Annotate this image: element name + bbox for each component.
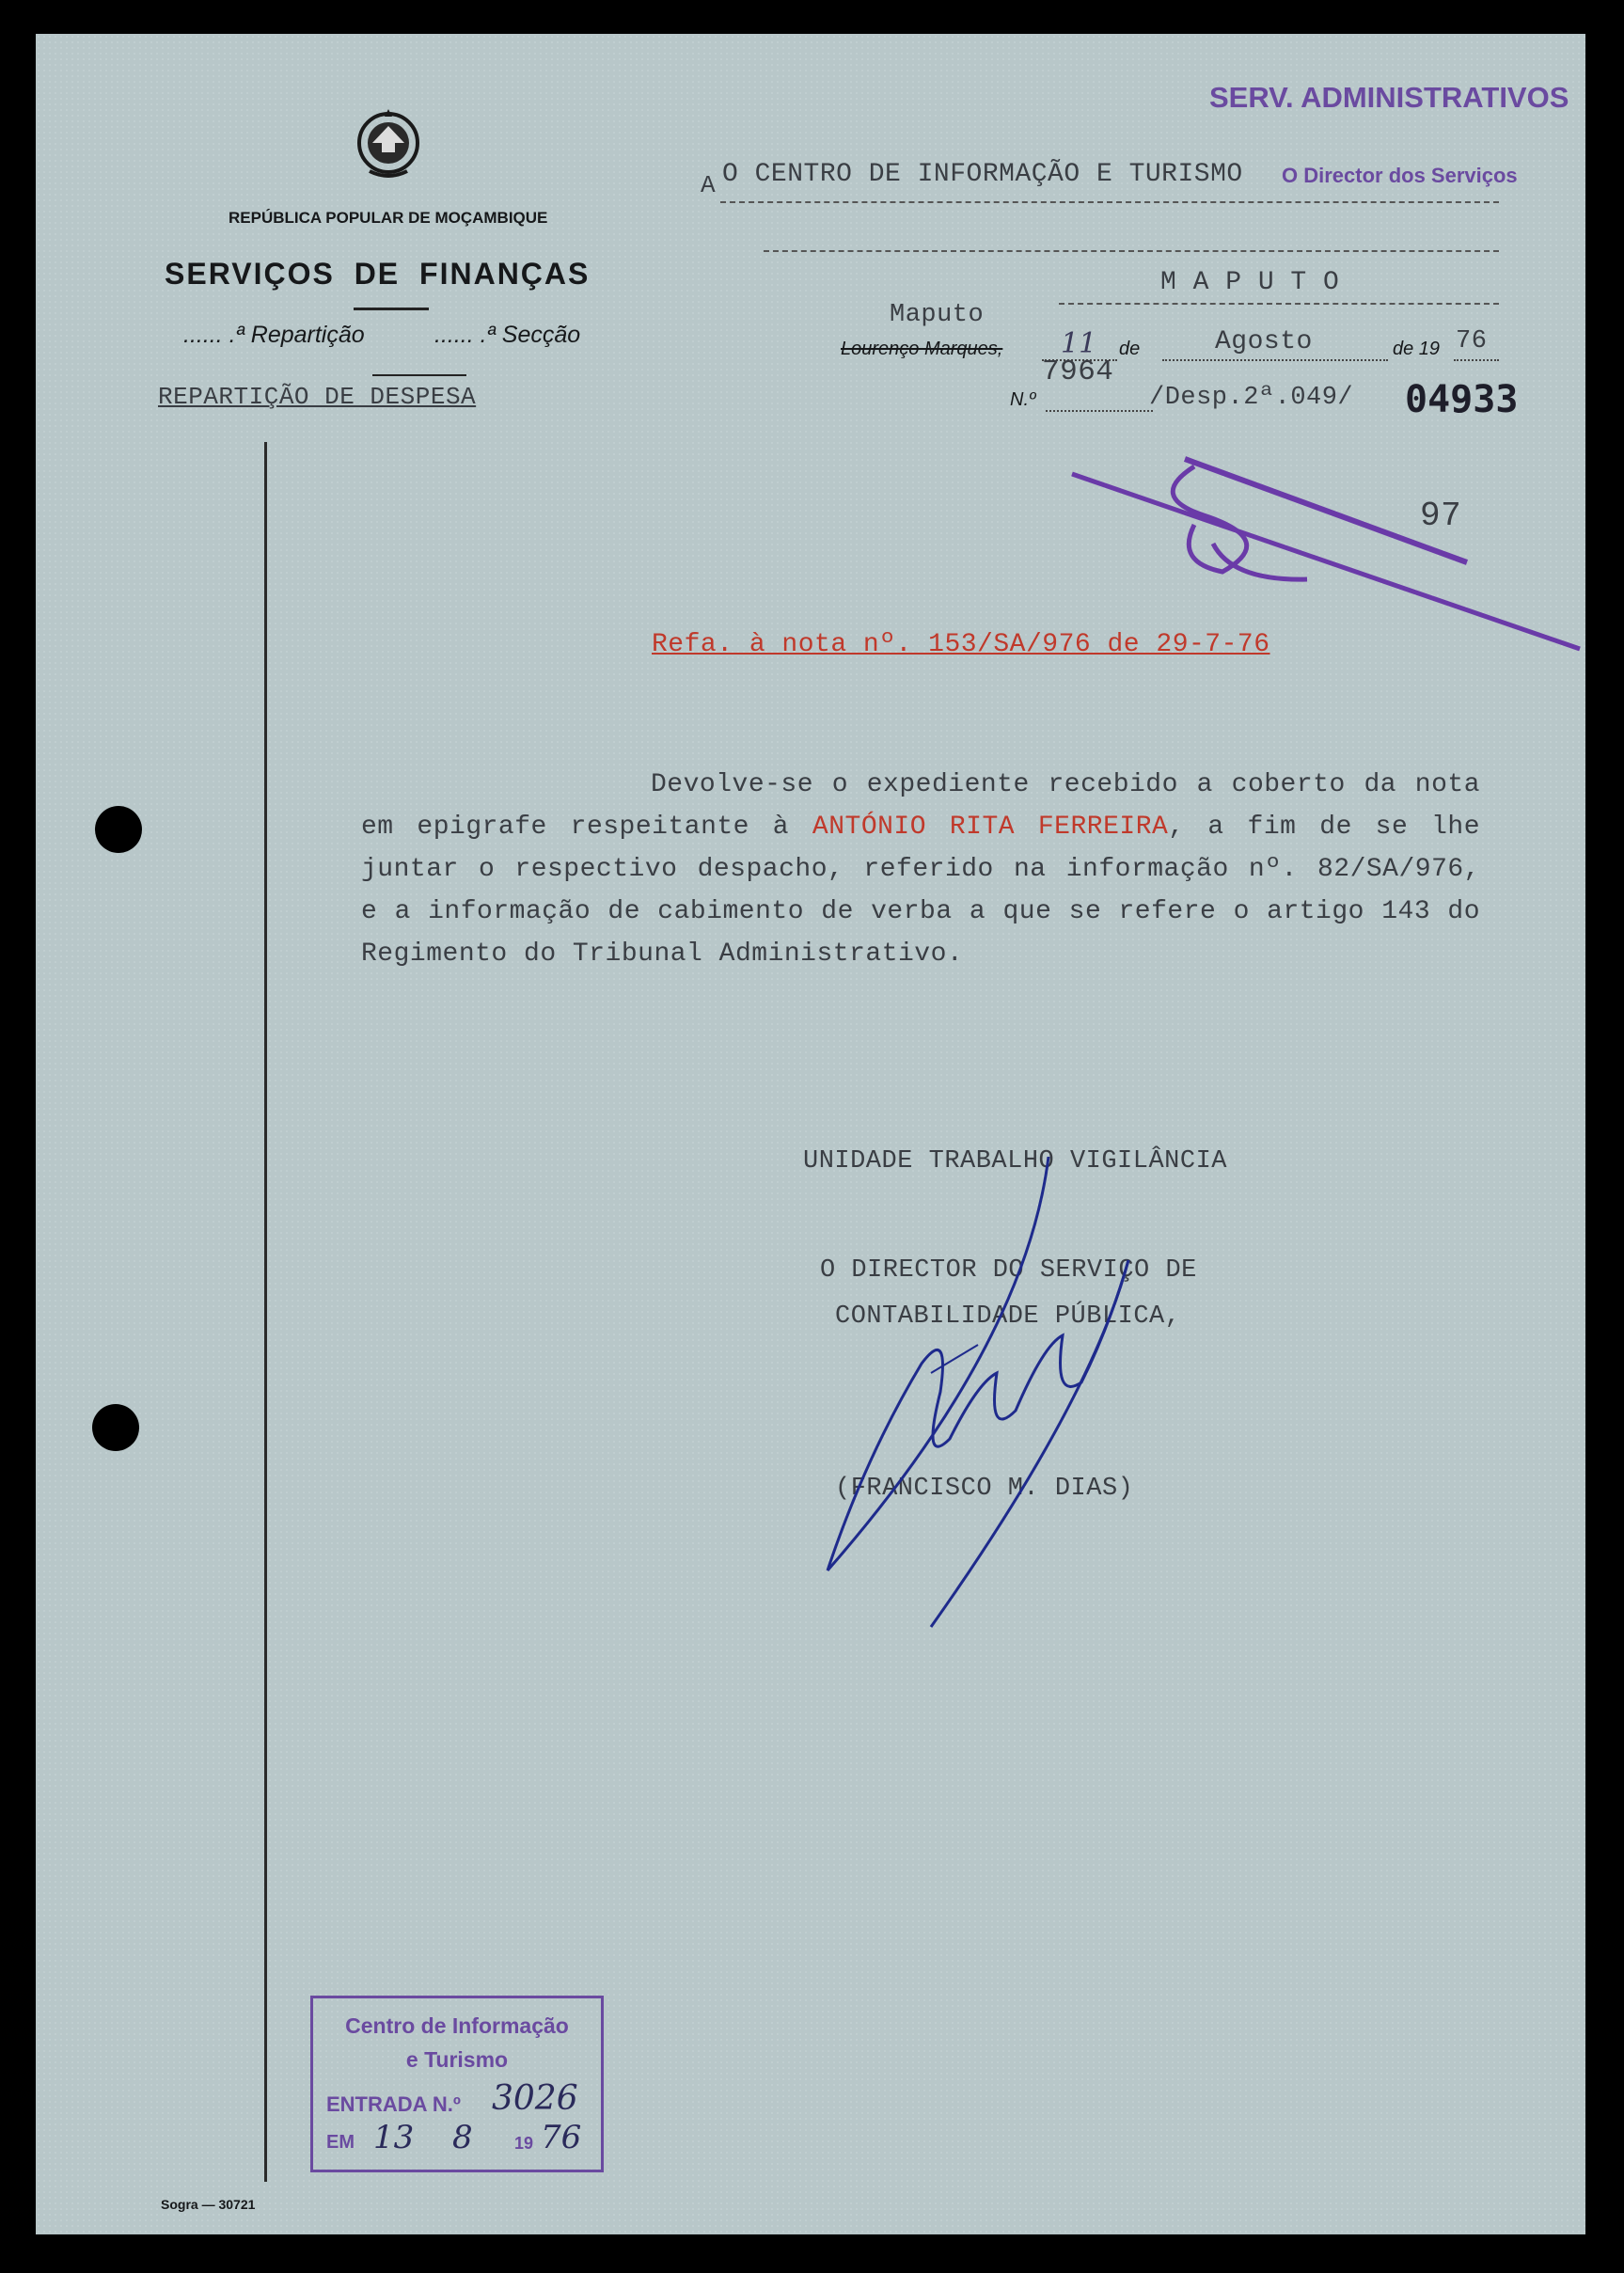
entry-stamp-line-1: Centro de Informação [345,2013,569,2038]
date-month: Agosto [1215,327,1313,356]
addressee-dash-line-2 [764,250,1499,252]
subject-line: Refa. à nota nº. 153/SA/976 de 29-7-76 [652,630,1270,659]
signatory-name: (FRANCISCO M. DIAS) [835,1475,1134,1503]
body-text-part-2: , a fim de se lhe juntar o respectivo despacho, referido na informação nº. 82/SA/976, e a informação de cabimento de verba a que se refere o artigo 143 do Regimento do Tribunal Administrativo. [361,813,1481,969]
director-stamp: O Director dos Serviços [1282,164,1518,187]
reference-dotline [1046,410,1153,412]
punch-hole-lower [92,1404,139,1451]
date-de-2: de 19 [1393,339,1441,359]
date-month-dotline [1162,359,1388,361]
handwritten-signature [809,1157,1185,1646]
reference-label: N.º [1010,389,1036,410]
entry-stamp-entrada-number: 3026 [492,2079,578,2118]
coat-of-arms-emblem [355,98,421,188]
admin-services-stamp: SERV. ADMINISTRATIVOS [1209,81,1569,114]
addressee-prefix: A [701,171,717,199]
entry-stamp-year: 76 [541,2119,582,2156]
date-de-1: de [1119,339,1141,359]
entry-stamp-day: 13 [373,2119,415,2156]
annotation-number: 97 [1420,497,1462,535]
service-underline [354,308,429,310]
body-person-name: ANTÓNIO RITA FERREIRA [812,813,1169,842]
printer-mark: Sogra — 30721 [161,2197,256,2212]
date-year: 76 [1456,327,1488,355]
section-label: ...... .ª Secção [434,322,581,348]
date-day: 11 [1061,327,1097,360]
entry-stamp-month: 8 [452,2119,473,2156]
addressee-name: O CENTRO DE INFORMAÇÃO E TURISMO [722,160,1243,189]
margin-rule [264,442,267,2182]
closing-title-line-1: O DIRECTOR DO SERVIÇO DE [820,1256,1197,1285]
date-city-printed: Lourenço Marques, [841,339,1003,359]
entry-stamp-year-prefix: 19 [514,2134,534,2153]
reference-desp: /Desp.2ª.049/ [1149,384,1354,412]
body-text-part-1: Devolve-se o expediente recebido a coberto da nota em epigrafe respeitante à [361,770,1480,842]
date-year-dotline [1454,359,1499,361]
country-name: REPÚBLICA POPULAR DE MOÇAMBIQUE [229,209,548,227]
body-paragraph [361,764,1480,975]
entry-stamp-entrada-label: ENTRADA N.º [326,2092,461,2116]
closing-motto: UNIDADE TRABALHO VIGILÂNCIA [803,1147,1227,1176]
department-label: REPARTIÇÃO DE DESPESA [158,383,477,411]
entry-stamp-em-label: EM [326,2132,355,2153]
closing-title-line-2: CONTABILIDADE PÚBLICA, [835,1302,1181,1331]
header-underline [372,374,466,376]
addressee-city: M A P U T O [1160,268,1340,297]
addressee-dash-line-3 [1059,303,1499,305]
reference-number: 7964 [1042,355,1114,388]
date-city-typed: Maputo [890,301,985,329]
document-sheet [36,34,1585,2234]
repartition-label: ...... .ª Repartição [183,322,365,348]
reference-stamp-number: 04933 [1405,378,1519,421]
addressee-dash-line-1 [720,201,1499,203]
punch-hole-upper [95,806,142,853]
entry-stamp [310,1996,604,2172]
entry-stamp-line-2: e Turismo [405,2047,509,2072]
service-name: SERVIÇOS DE FINANÇAS [165,257,591,291]
